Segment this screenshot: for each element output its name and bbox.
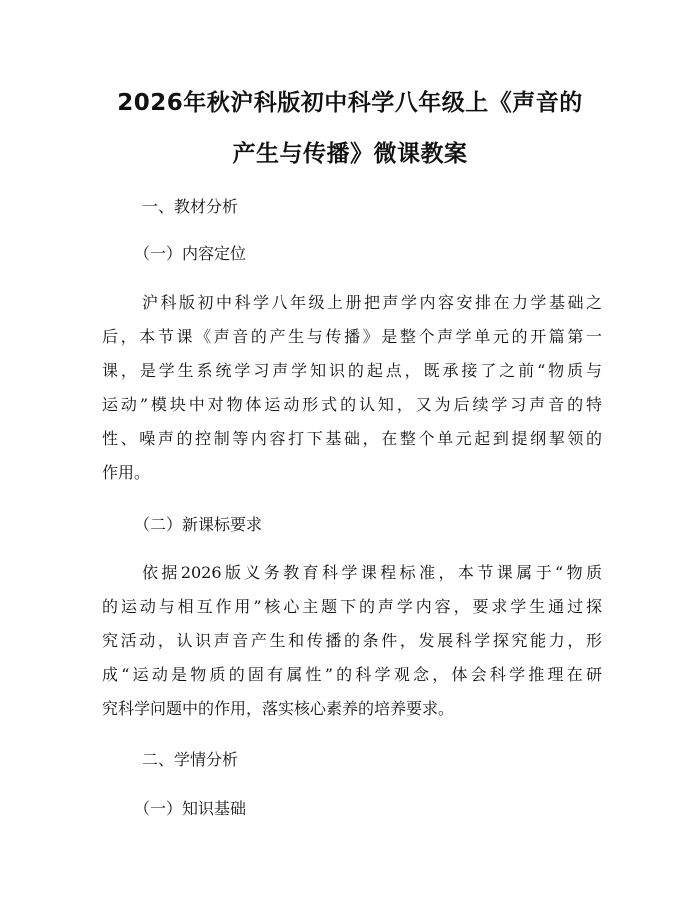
paragraph-line: 课，是学生系统学习声学知识的起点，既承接了之前“物质与 — [102, 361, 602, 380]
paragraph-line: 究科学问题中的作用，落实核心素养的培养要求。 — [102, 699, 455, 718]
paragraph-line: 成“运动是物质的固有属性”的科学观念，体会科学推理在研 — [102, 665, 602, 684]
document-title-line-1: 2026年秋沪科版初中科学八年级上《声音的 — [117, 90, 583, 116]
paragraph-line: 运动”模块中对物体运动形式的认知，又为后续学习声音的特 — [102, 395, 602, 414]
document-title-line-2: 产生与传播》微课教案 — [232, 141, 468, 167]
paragraph-line: 性、噪声的控制等内容打下基础，在整个单元起到提纲挈领的 — [102, 429, 602, 448]
paragraph-line: 依据2026版义务教育科学课程标准，本节课属于“物质 — [142, 563, 602, 582]
paragraph-line: 的运动与相互作用”核心主题下的声学内容，要求学生通过探 — [102, 597, 602, 616]
section-heading-textbook-analysis: 一、教材分析 — [142, 197, 239, 216]
paragraph-line: 究活动，认识声音产生和传播的条件，发展科学探究能力，形 — [102, 631, 602, 650]
section-heading-learner-analysis: 二、学情分析 — [142, 750, 239, 769]
paragraph-line: 作用。 — [102, 463, 151, 482]
subsection-heading-curriculum-requirements: （二）新课标要求 — [134, 515, 263, 534]
subsection-heading-knowledge-foundation: （一）知识基础 — [134, 799, 247, 818]
paragraph-line: 后，本节课《声音的产生与传播》是整个声学单元的开篇第一 — [102, 327, 602, 346]
paragraph-line: 沪科版初中科学八年级上册把声学内容安排在力学基础之 — [142, 293, 602, 312]
subsection-heading-content-positioning: （一）内容定位 — [134, 244, 247, 263]
